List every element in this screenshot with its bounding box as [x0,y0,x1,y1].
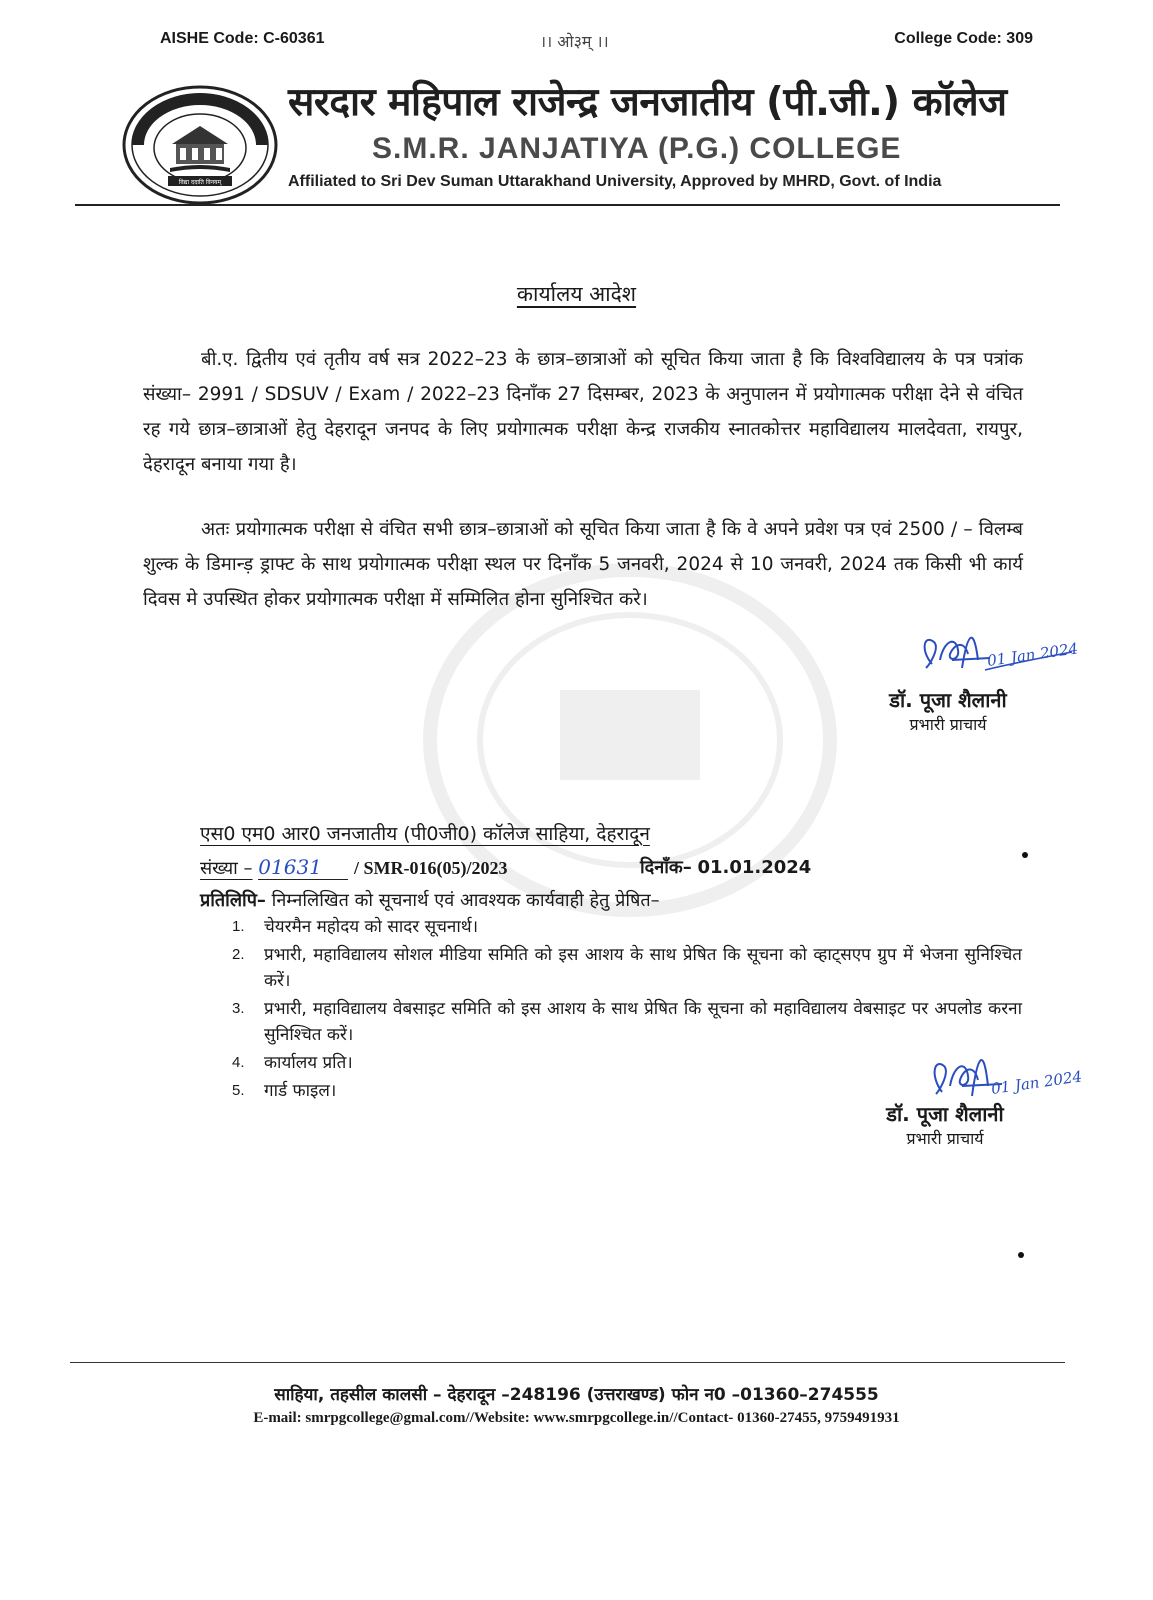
signatory-name: डॉ. पूजा शैलानी [886,1102,1004,1126]
signature-2-date: 01 Jan 2024 [990,1067,1084,1098]
list-item-number: 4. [232,1054,245,1071]
college-name-hindi: सरदार महिपाल राजेन्द्र जनजातीय (पी.जी.) कॉलेज [288,80,1007,125]
list-item-number: 5. [232,1082,245,1099]
svg-text:विद्या ददाति विनयम्: विद्या ददाति विनयम् [178,179,222,186]
affiliation-line: Affiliated to Sri Dev Suman Uttarakhand University, Approved by MHRD, Govt. of India [288,173,942,190]
signatory-role: प्रभारी प्राचार्य [906,1129,984,1148]
signatory-block-2 [865,1100,1025,1149]
list-item-number: 2. [232,946,245,963]
list-item-number: 1. [232,918,245,935]
reference-number-line [200,855,840,880]
footer-contact: E-mail: smrpgcollege@gmal.com//Website: www.smrpgcollege.in//Contact- 01360-27455, 9759491931 [253,1410,900,1426]
order-heading [0,280,1153,308]
ref-label: संख्या – [200,858,253,879]
list-item-text: कार्यालय प्रति। [264,1053,353,1073]
list-item-number: 3. [232,1000,245,1017]
cc-label: प्रतिलिपि– [200,890,266,911]
scan-mark [1018,1252,1024,1258]
aishe-code: AISHE Code: C-60361 [160,30,325,47]
scan-mark [1022,852,1028,858]
list-item-text: प्रभारी, महाविद्यालय वेबसाइट समिति को इस आशय के साथ प्रेषित कि सूचना को महाविद्यालय वेबसाइट पर अपलोड करना सुनिश्चित करें। [264,999,1022,1045]
college-seal-logo [120,84,280,206]
signature-1-date: 01 Jan 2024 [986,639,1080,670]
ref-code: / SMR-016(05)/2023 [354,858,508,878]
ref-handwritten-number: 01631 [258,855,348,880]
order-heading-text: कार्यालय आदेश [516,282,637,306]
order-paragraph-1: बी.ए. द्वितीय एवं तृतीय वर्ष सत्र 2022–23 के छात्र–छात्राओं को सूचित किया जाता है कि विश्वविद्यालय के पत्र पत्रांक संख्या– 2991 / SDSUV / Exam / 2022–23 दिनाँक 27 दिसम्बर, 2023 के अनुपालन में प्रयोगात्मक परीक्षा देने से वंचित रह गये छात्र–छात्राओं हेतु देहरादून जनपद के लिए प्रयोगात्मक परीक्षा केन्द्र राजकीय स्नातकोत्तर महाविद्यालय मालदेवता, रायपुर, देहरादून बनाया गया है। [143,349,1023,475]
header-divider [75,204,1060,206]
college-reference-line: एस0 एम0 आर0 जनजातीय (पी0जी0) कॉलेज साहिया, देहरादून [200,823,650,845]
signatory-block-1 [868,686,1028,735]
list-item-text: गार्ड फाइल। [264,1081,337,1101]
handwritten-signature-1 [860,620,1080,684]
college-name-english: S.M.R. JANJATIYA (P.G.) COLLEGE [372,132,902,165]
invocation: ।। ओ३म् ।। [540,32,609,51]
date-value: 01.01.2024 [697,857,812,878]
list-item [232,914,1022,940]
date-label: दिनाँक– [640,857,692,878]
college-code: College Code: 309 [894,30,1033,47]
list-item [232,942,1022,994]
order-paragraph-2: अतः प्रयोगात्मक परीक्षा से वंचित सभी छात्र–छात्राओं को सूचित किया जाता है कि वे अपने प्रवेश पत्र एवं 2500 / – विलम्ब शुल्क के डिमान्ड़ ड्राफ्ट के साथ प्रयोगात्मक परीक्षा स्थल पर दिनाँक 5 जनवरी, 2024 से 10 जनवरी, 2024 तक किसी भी कार्य दिवस मे उपस्थित होकर प्रयोगात्मक परीक्षा में सम्मिलित होना सुनिश्चित करे। [143,519,1023,610]
footer-address: साहिया, तहसील कालसी – देहरादून –248196 (उत्तराखण्ड) फोन न0 –01360–274555 [274,1385,879,1405]
list-item-text: प्रभारी, महाविद्यालय सोशल मीडिया समिति को इस आशय के साथ प्रेषित कि सूचना को व्हाट्सएप ग्रुप में भेजना सुनिश्चित करें। [264,945,1022,991]
signatory-name: डॉ. पूजा शैलानी [889,688,1007,712]
copy-to-line [200,888,660,912]
cc-intro: निम्नलिखित को सूचनार्थ एवं आवश्यक कार्यवाही हेतु प्रेषित– [271,890,660,911]
list-item-text: चेयरमैन महोदय को सादर सूचनार्थ। [264,917,479,937]
date-block [640,855,811,879]
footer-divider [70,1362,1065,1363]
top-row [160,30,1033,54]
signatory-role: प्रभारी प्राचार्य [909,715,987,734]
